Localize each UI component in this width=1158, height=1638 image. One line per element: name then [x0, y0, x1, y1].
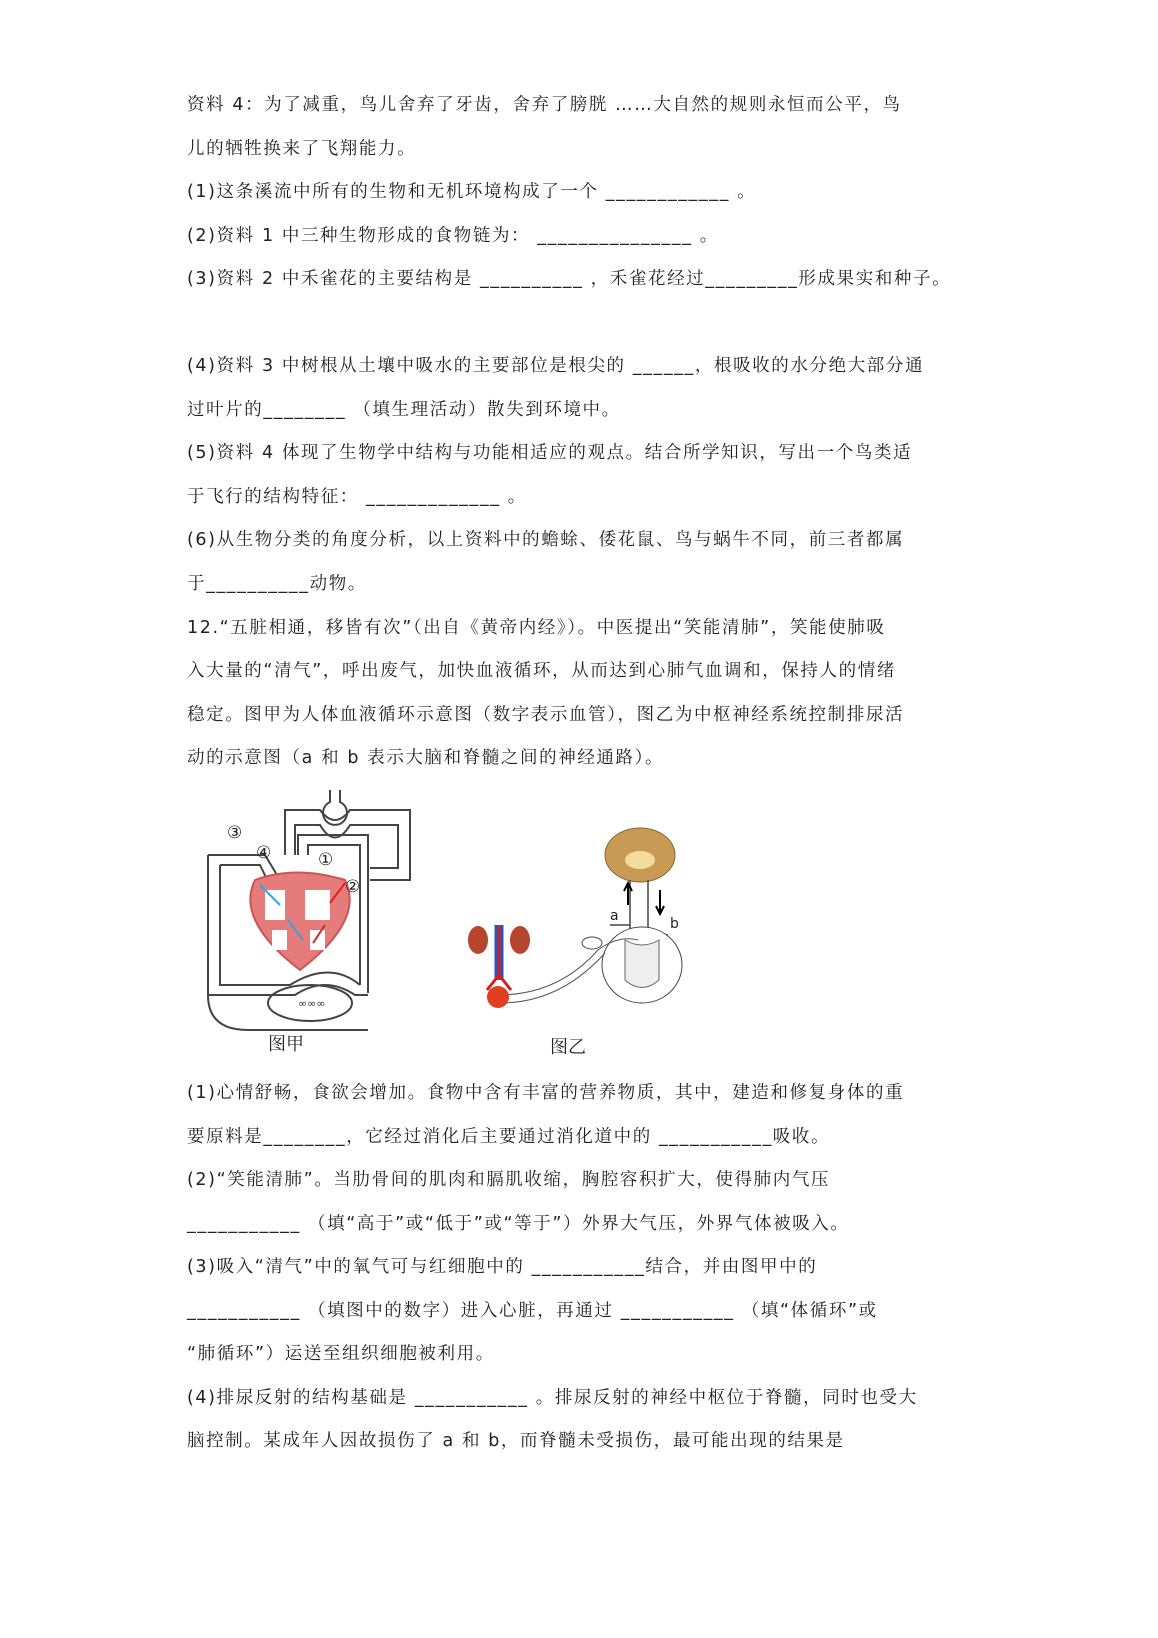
question-2: (2)资料 1 中三种生物形成的食物链为： _______________ 。	[187, 226, 719, 246]
text-line: 入大量的“清气”，呼出废气，加快血液循环，从而达到心肺气血调和，保持人的情绪	[187, 661, 896, 681]
text-line: ___________ （填“高于”或“低于”或“等于”）外界大气压，外界气体被吸入。	[187, 1214, 850, 1234]
urination-reflex-diagram	[460, 825, 700, 1015]
question-3: (3)资料 2 中禾雀花的主要结构是 __________ ，禾雀花经过_________形成果实和种子。	[187, 269, 952, 289]
figure-jia-caption: 图甲	[268, 1034, 304, 1055]
text-line: 于飞行的结构特征： _____________ 。	[187, 487, 527, 507]
question-12: 12.“五脏相通，移皆有次”（出自《黄帝内经》）。中医提出“笑能清肺”，笑能使肺吸	[187, 618, 886, 638]
text-line: 动的示意图（a 和 b 表示大脑和脊髓之间的神经通路）。	[187, 748, 665, 768]
pathway-label-b: b	[670, 916, 679, 932]
vessel-label-3: ③	[227, 823, 243, 843]
question-5: (5)资料 4 体现了生物学中结构与功能相适应的观点。结合所学知识，写出一个鸟类适	[187, 443, 913, 463]
figure-yi-caption: 图乙	[550, 1037, 586, 1058]
question-12-4: (4)排尿反射的结构基础是 ___________ 。排尿反射的神经中枢位于脊髓，同时也受大	[187, 1388, 918, 1408]
text-line: 稳定。图甲为人体血液循环示意图（数字表示血管），图乙为中枢神经系统控制排尿活	[187, 705, 905, 725]
question-12-2: (2)“笑能清肺”。当肋骨间的肌肉和膈肌收缩，胸腔容积扩大，使得肺内气压	[187, 1170, 831, 1190]
vessel-label-4: ④	[256, 843, 272, 863]
question-1: (1)这条溪流中所有的生物和无机环境构成了一个 ____________ 。	[187, 182, 757, 202]
text-line: 脑控制。某成年人因故损伤了 a 和 b，而脊髓未受损伤，最可能出现的结果是	[187, 1431, 845, 1451]
svg-text:∞∞∞: ∞∞∞	[298, 997, 326, 1010]
text-line: 资料 4：为了减重，鸟儿舍弃了牙齿，舍弃了膀胱 ……大自然的规则永恒而公平，鸟	[187, 95, 902, 115]
question-4: (4)资料 3 中树根从土壤中吸水的主要部位是根尖的 ______，根吸收的水分绝大部分通	[187, 356, 925, 376]
pathway-label-a: a	[610, 908, 619, 924]
text-line: ___________ （填图中的数字）进入心脏，再通过 ___________ （填“体循环”或	[187, 1301, 878, 1321]
text-line: “肺循环”）运送至组织细胞被利用。	[187, 1344, 495, 1364]
text-line: 要原料是________，它经过消化后主要通过消化道中的 ___________吸收。	[187, 1127, 831, 1147]
question-6: (6)从生物分类的角度分析，以上资料中的蟾蜍、倭花鼠、鸟与蜗牛不同，前三者都属	[187, 530, 905, 550]
text-line: 于__________动物。	[187, 574, 367, 594]
vessel-label-2: ②	[345, 877, 361, 897]
text-line: 过叶片的________ （填生理活动）散失到环境中。	[187, 400, 621, 420]
question-12-1: (1)心情舒畅，食欲会增加。食物中含有丰富的营养物质，其中，建造和修复身体的重	[187, 1083, 905, 1103]
question-12-3: (3)吸入“清气”中的氧气可与红细胞中的 ___________结合，并由图甲中的	[187, 1257, 818, 1277]
vessel-label-1: ①	[318, 850, 334, 870]
text-line: 儿的牺牲换来了飞翔能力。	[187, 139, 417, 159]
